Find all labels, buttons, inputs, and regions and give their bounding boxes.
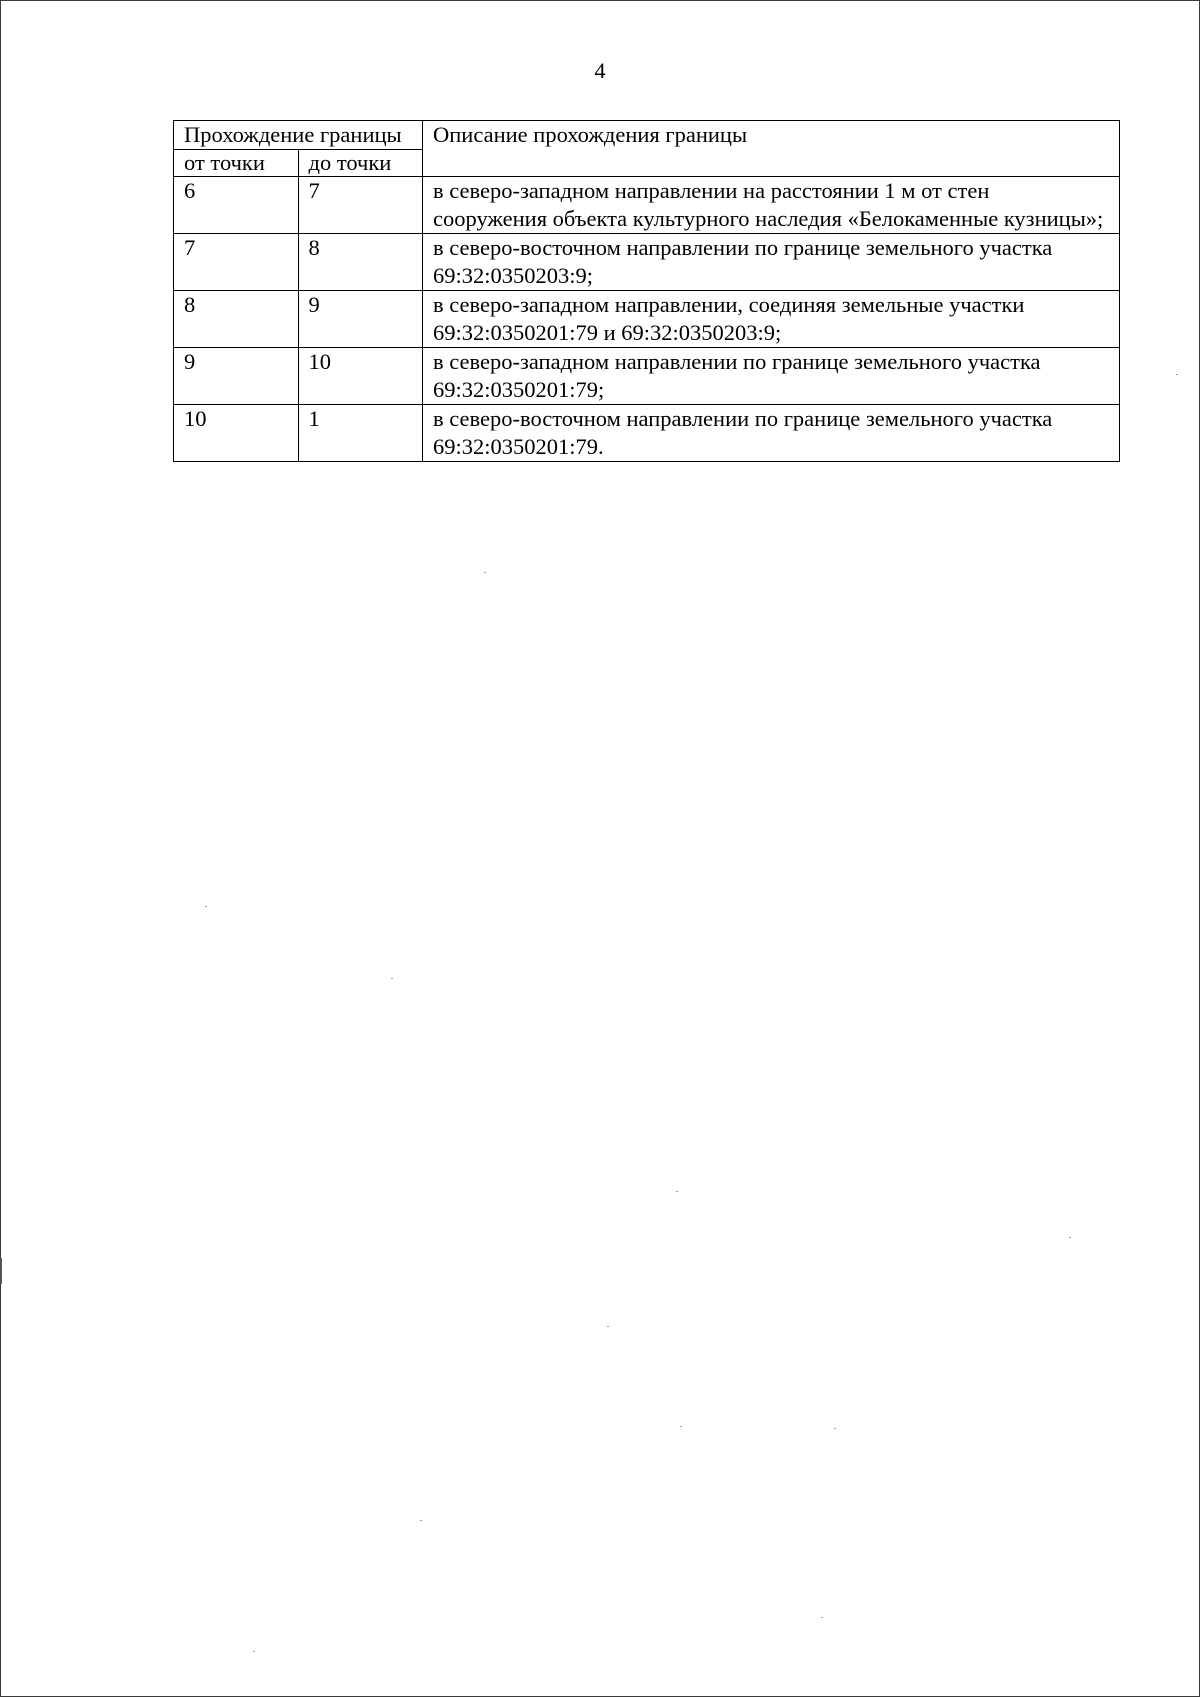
cell-to: 7 bbox=[298, 177, 423, 234]
header-description: Описание прохождения границы bbox=[423, 121, 1120, 177]
scan-speck bbox=[1176, 374, 1178, 375]
scan-edge-mark bbox=[0, 1258, 2, 1284]
scan-speck bbox=[253, 1651, 255, 1652]
table-row bbox=[174, 177, 1120, 234]
cell-from: 7 bbox=[174, 234, 299, 291]
scan-speck bbox=[420, 1520, 422, 1521]
table-header-row bbox=[174, 121, 1120, 150]
cell-description: в северо-восточном направлении по границе земельного участка 69:32:0350203:9; bbox=[423, 234, 1120, 291]
cell-from: 6 bbox=[174, 177, 299, 234]
scan-speck bbox=[391, 978, 393, 979]
cell-from: 10 bbox=[174, 405, 299, 462]
scan-speck bbox=[680, 1426, 682, 1427]
scan-speck bbox=[821, 1617, 823, 1618]
cell-from: 9 bbox=[174, 348, 299, 405]
page-number: 4 bbox=[594, 58, 606, 83]
table-row bbox=[174, 234, 1120, 291]
table-row bbox=[174, 291, 1120, 348]
cell-description: в северо-западном направлении по границе земельного участка 69:32:0350201:79; bbox=[423, 348, 1120, 405]
scan-speck bbox=[484, 572, 486, 573]
scan-speck bbox=[676, 1191, 678, 1192]
header-from-point: от точки bbox=[174, 150, 299, 177]
table-row bbox=[174, 348, 1120, 405]
cell-description: в северо-восточном направлении по границе земельного участка 69:32:0350201:79. bbox=[423, 405, 1120, 462]
header-passage: Прохождение границы bbox=[174, 121, 423, 150]
scan-speck bbox=[205, 906, 207, 907]
cell-to: 9 bbox=[298, 291, 423, 348]
scan-speck bbox=[1069, 1237, 1071, 1238]
cell-description: в северо-западном направлении, соединяя земельные участки 69:32:0350201:79 и 69:32:0350203:9; bbox=[423, 291, 1120, 348]
scan-speck bbox=[834, 1428, 836, 1429]
boundary-table bbox=[173, 120, 1120, 462]
cell-to: 10 bbox=[298, 348, 423, 405]
cell-from: 8 bbox=[174, 291, 299, 348]
cell-description: в северо-западном направлении на расстоянии 1 м от стен сооружения объекта культурного наследия «Белокаменные кузницы»; bbox=[423, 177, 1120, 234]
cell-to: 8 bbox=[298, 234, 423, 291]
table-row bbox=[174, 405, 1120, 462]
header-to-point: до точки bbox=[298, 150, 423, 177]
cell-to: 1 bbox=[298, 405, 423, 462]
scan-speck bbox=[607, 1326, 609, 1327]
